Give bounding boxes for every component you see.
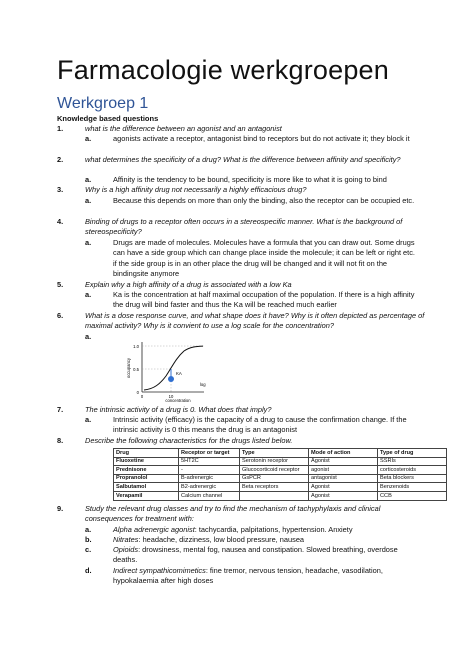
- table-row: [114, 474, 447, 483]
- drug-class-label: Opioids: [113, 545, 139, 554]
- answer-letter: d.: [85, 566, 92, 575]
- answer-letter: a.: [85, 290, 92, 299]
- answer-text: Affinity is the tendency to be bound, specificity is more like to what it is going to bind: [113, 175, 387, 184]
- question-number: 6.: [57, 311, 64, 320]
- table-cell: GsPCR: [240, 474, 309, 483]
- question-text: what is the difference between an agonist and an antagonist: [85, 124, 282, 133]
- question-number: 3.: [57, 185, 64, 194]
- question-number: 1.: [57, 124, 64, 133]
- table-cell: 5HT2C: [179, 457, 240, 466]
- table-cell: Agonist: [309, 457, 378, 466]
- drug-class-label: Alpha adrenergic agonist: [113, 525, 195, 534]
- x-tick-label: 0: [140, 394, 144, 399]
- table-cell: Glucocorticoid receptor: [240, 466, 309, 475]
- answer-text: Drugs are made of molecules. Molecules have a formula that you can draw out. Some drugs can have a side group which can change place inside the molecule; it can be left or right etc. if the side group is in an other place the drug will be changed and it will not fit on the bindingsite anymore: [113, 238, 415, 278]
- table-cell: CCB: [378, 491, 447, 500]
- answer-letter: a.: [85, 196, 92, 205]
- table-header-row: [114, 449, 447, 458]
- table-cell: B-adrenergic: [179, 474, 240, 483]
- question-text: Study the relevant drug classes and try to find the mechanism of tachyphylaxis and clinical consequences for treatment with:: [85, 504, 381, 524]
- question-6: [57, 311, 427, 332]
- answer-4a: [85, 238, 420, 279]
- y-tick-label: 0: [136, 390, 139, 395]
- table-cell: Propranolol: [114, 474, 179, 483]
- table-cell: agonist: [309, 466, 378, 475]
- table-cell: Serotonin receptor: [240, 457, 309, 466]
- table-cell: antagonist: [309, 474, 378, 483]
- question-1: [57, 124, 427, 134]
- question-text: What is a dose response curve, and what shape does it have? Why is it often depicted as percentage of maximal activity? Why is it convient to use a log scale for the concentration?: [85, 311, 425, 331]
- drug-class-label: Nitrates: [113, 535, 139, 544]
- answer-1a: [85, 134, 420, 144]
- answer-2a: [85, 175, 420, 185]
- answer-text: agonists activate a receptor, antagonist bind to receptors but do not activate it; they block it: [113, 134, 410, 143]
- answer-text: : tachycardia, palpitations, hypertension. Anxiety: [194, 525, 353, 534]
- table-cell: Benzenoids: [378, 483, 447, 492]
- question-text: Why is a high affinity drug not necessarily a highly efficacious drug?: [85, 185, 307, 194]
- y-tick-label: 0.5: [133, 367, 139, 372]
- table-row: [114, 491, 447, 500]
- y-axis-label: occupancy: [126, 357, 131, 379]
- drug-table: [113, 448, 447, 501]
- table-cell: Fluoxetine: [114, 457, 179, 466]
- question-text: Binding of drugs to a receptor often occurs in a stereospecific manner. What is the background of stereospecificity?: [85, 217, 403, 237]
- question-number: 4.: [57, 217, 64, 226]
- log-scale-label: log: [200, 382, 206, 387]
- ka-label: KA: [176, 371, 182, 376]
- table-row: [114, 457, 447, 466]
- column-header: Type of drug: [378, 449, 447, 458]
- subheading: Knowledge based questions: [57, 114, 159, 123]
- answer-text: Intrinsic activity (efficacy) is the capacity of a drug to cause the confirmation change. If the intrinsic activity is 0 this means the drug is an antagonist: [113, 415, 407, 435]
- answer-7a: [85, 415, 420, 436]
- table-cell: Agonist: [309, 491, 378, 500]
- table-row: [114, 466, 447, 475]
- answer-letter: a.: [85, 415, 92, 424]
- section-heading: Werkgroep 1: [57, 95, 149, 112]
- question-text: Describe the following characteristics for the drugs listed below.: [85, 436, 293, 445]
- question-number: 5.: [57, 280, 64, 289]
- answer-text: Because this depends on more than only the binding, also the receptor can be occupied etc.: [113, 196, 415, 205]
- column-header: Drug: [114, 449, 179, 458]
- answer-letter: a.: [85, 332, 92, 341]
- x-tick-label: 10: [168, 394, 174, 399]
- table-cell: Prednisone: [114, 466, 179, 475]
- table-cell: corticosteroids: [378, 466, 447, 475]
- table-cell: Verapamil: [114, 491, 179, 500]
- answer-9a: [85, 525, 420, 535]
- y-tick-label: 1.0: [133, 344, 139, 349]
- question-2: [57, 155, 427, 165]
- question-text: The intrinsic activity of a drug is 0. What does that imply?: [85, 405, 272, 414]
- answer-9c: [85, 545, 420, 566]
- question-5: [57, 280, 427, 290]
- question-8: [57, 436, 427, 446]
- occupancy-curve: [144, 346, 203, 390]
- answer-9d: [85, 566, 420, 587]
- answer-letter: a.: [85, 238, 92, 247]
- answer-letter: a.: [85, 134, 92, 143]
- table-cell: -: [179, 466, 240, 475]
- question-number: 7.: [57, 405, 64, 414]
- table-cell: B2-adrenergic: [179, 483, 240, 492]
- answer-text: Ka is the concentration at half maximal occupation of the population. If there is a high affinity the drug will bind faster and thus the Ka will be reached much earlier: [113, 290, 415, 310]
- x-axis-label: concentration: [165, 398, 191, 402]
- occupancy-curve-figure: [120, 340, 220, 402]
- answer-5a: [85, 290, 420, 311]
- answer-text: : fine tremor, nervous tension, headache, vasodilation, hypokalaemia after high doses: [113, 566, 383, 586]
- ka-marker: [168, 376, 174, 382]
- question-number: 8.: [57, 436, 64, 445]
- question-3: [57, 185, 427, 195]
- table-cell: Agonist: [309, 483, 378, 492]
- answer-text: : headache, dizziness, low blood pressure, nausea: [138, 535, 305, 544]
- column-header: Receptor or target: [179, 449, 240, 458]
- table-row: [114, 483, 447, 492]
- question-9: [57, 504, 427, 525]
- answer-3a: [85, 196, 420, 206]
- question-number: 2.: [57, 155, 64, 164]
- drug-class-label: Indirect sympathicomimetics: [113, 566, 206, 575]
- table-cell: [240, 491, 309, 500]
- question-text: what determines the specificity of a drug? What is the difference between affinity and specificity?: [85, 155, 401, 164]
- answer-letter: a.: [85, 175, 92, 184]
- question-7: [57, 405, 427, 415]
- table-cell: Beta receptors: [240, 483, 309, 492]
- question-text: Explain why a high affinity of a drug is associated with a low Ka: [85, 280, 292, 289]
- answer-letter: b.: [85, 535, 92, 544]
- answer-text: : drowsiness, mental fog, nausea and constipation. Slowed breathing, overdose deaths.: [113, 545, 398, 565]
- answer-letter: c.: [85, 545, 92, 554]
- table-cell: Calcium channel: [179, 491, 240, 500]
- column-header: Type: [240, 449, 309, 458]
- answer-9b: [85, 535, 420, 545]
- table-cell: SSRIs: [378, 457, 447, 466]
- question-number: 9.: [57, 504, 64, 513]
- page-title: Farmacologie werkgroepen: [57, 55, 389, 85]
- answer-letter: a.: [85, 525, 92, 534]
- column-header: Mode of action: [309, 449, 378, 458]
- table-cell: Salbutamol: [114, 483, 179, 492]
- question-4: [57, 217, 427, 238]
- table-cell: Beta blockers: [378, 474, 447, 483]
